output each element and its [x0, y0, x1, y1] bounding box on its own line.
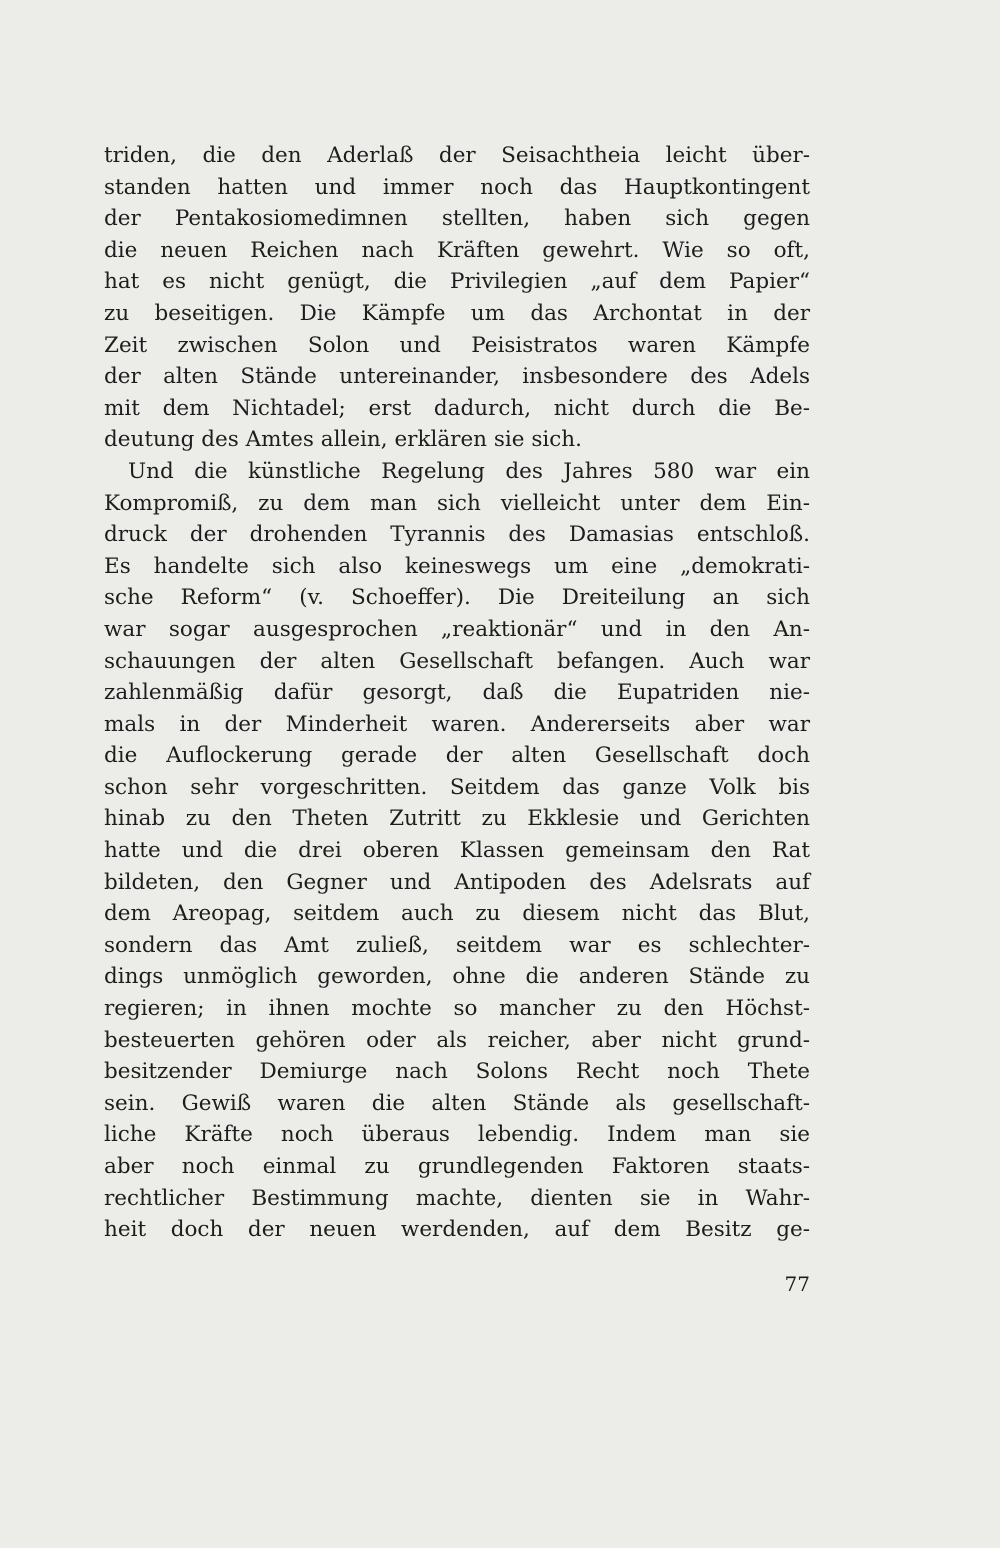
- text-line: hatte und die drei oberen Klassen gemeinsam den Rat: [104, 838, 810, 864]
- text-line: hat es nicht genügt, die Privilegien „auf dem Papier“: [104, 269, 810, 295]
- text-line: regieren; in ihnen mochte so mancher zu den Höchst-: [104, 996, 810, 1022]
- text-line: schauungen der alten Gesellschaft befangen. Auch war: [104, 648, 810, 674]
- text-line: besteuerten gehören oder als reicher, aber nicht grund-: [104, 1027, 810, 1053]
- text-line: rechtlicher Bestimmung machte, dienten sie in Wahr-: [104, 1185, 810, 1211]
- text-line: der alten Stände untereinander, insbesondere des Adels: [104, 364, 810, 390]
- text-line: besitzender Demiurge nach Solons Recht noch Thete: [104, 1059, 810, 1085]
- paragraph-start-line: Und die künstliche Regelung des Jahres 580 war ein: [128, 458, 810, 484]
- text-line: die neuen Reichen nach Kräften gewehrt. Wie so oft,: [104, 237, 810, 263]
- page-number: 77: [784, 1272, 810, 1296]
- text-line: bildeten, den Gegner und Antipoden des Adelsrats auf: [104, 869, 810, 895]
- text-line: die Auflockerung gerade der alten Gesellschaft doch: [104, 743, 810, 769]
- text-line: liche Kräfte noch überaus lebendig. Indem man sie: [104, 1122, 810, 1148]
- text-line: dem Areopag, seitdem auch zu diesem nicht das Blut,: [104, 901, 810, 927]
- text-line: mit dem Nichtadel; erst dadurch, nicht durch die Be-: [104, 395, 810, 421]
- text-line: aber noch einmal zu grundlegenden Faktoren staats-: [104, 1154, 810, 1179]
- text-line: Kompromiß, zu dem man sich vielleicht unter dem Ein-: [104, 490, 810, 516]
- text-line: dings unmöglich geworden, ohne die anderen Stände zu: [104, 964, 810, 990]
- text-line: sondern das Amt zuließ, seitdem war es schlechter-: [104, 932, 810, 958]
- text-line: heit doch der neuen werdenden, auf dem Besitz ge-: [104, 1217, 810, 1243]
- text-line: Es handelte sich also keineswegs um eine „demokrati-: [104, 553, 810, 579]
- body-text: [104, 140, 810, 1246]
- text-line: standen hatten und immer noch das Hauptkontingent: [104, 174, 810, 200]
- text-line: zu beseitigen. Die Kämpfe um das Archontat in der: [104, 300, 810, 326]
- text-line: triden, die den Aderlaß der Seisachtheia leicht über-: [104, 143, 810, 168]
- text-line: sein. Gewiß waren die alten Stände als gesellschaft-: [104, 1090, 810, 1116]
- text-line: der Pentakosiomedimnen stellten, haben sich gegen: [104, 206, 810, 232]
- text-line: sche Reform“ (v. Schoeffer). Die Dreiteilung an sich: [104, 585, 810, 611]
- text-line: schon sehr vorgeschritten. Seitdem das ganze Volk bis: [104, 774, 810, 800]
- text-line: zahlenmäßig dafür gesorgt, daß die Eupatriden nie-: [104, 680, 810, 706]
- text-line: war sogar ausgesprochen „reaktionär“ und in den An-: [104, 616, 810, 642]
- paragraph-end-line: deutung des Amtes allein, erklären sie sich.: [104, 427, 582, 453]
- text-line: mals in der Minderheit waren. Andererseits aber war: [104, 711, 810, 737]
- text-line: druck der drohenden Tyrannis des Damasias entschloß.: [104, 522, 810, 548]
- text-line: hinab zu den Theten Zutritt zu Ekklesie und Gerichten: [104, 806, 810, 832]
- text-line: Zeit zwischen Solon und Peisistratos waren Kämpfe: [104, 332, 810, 358]
